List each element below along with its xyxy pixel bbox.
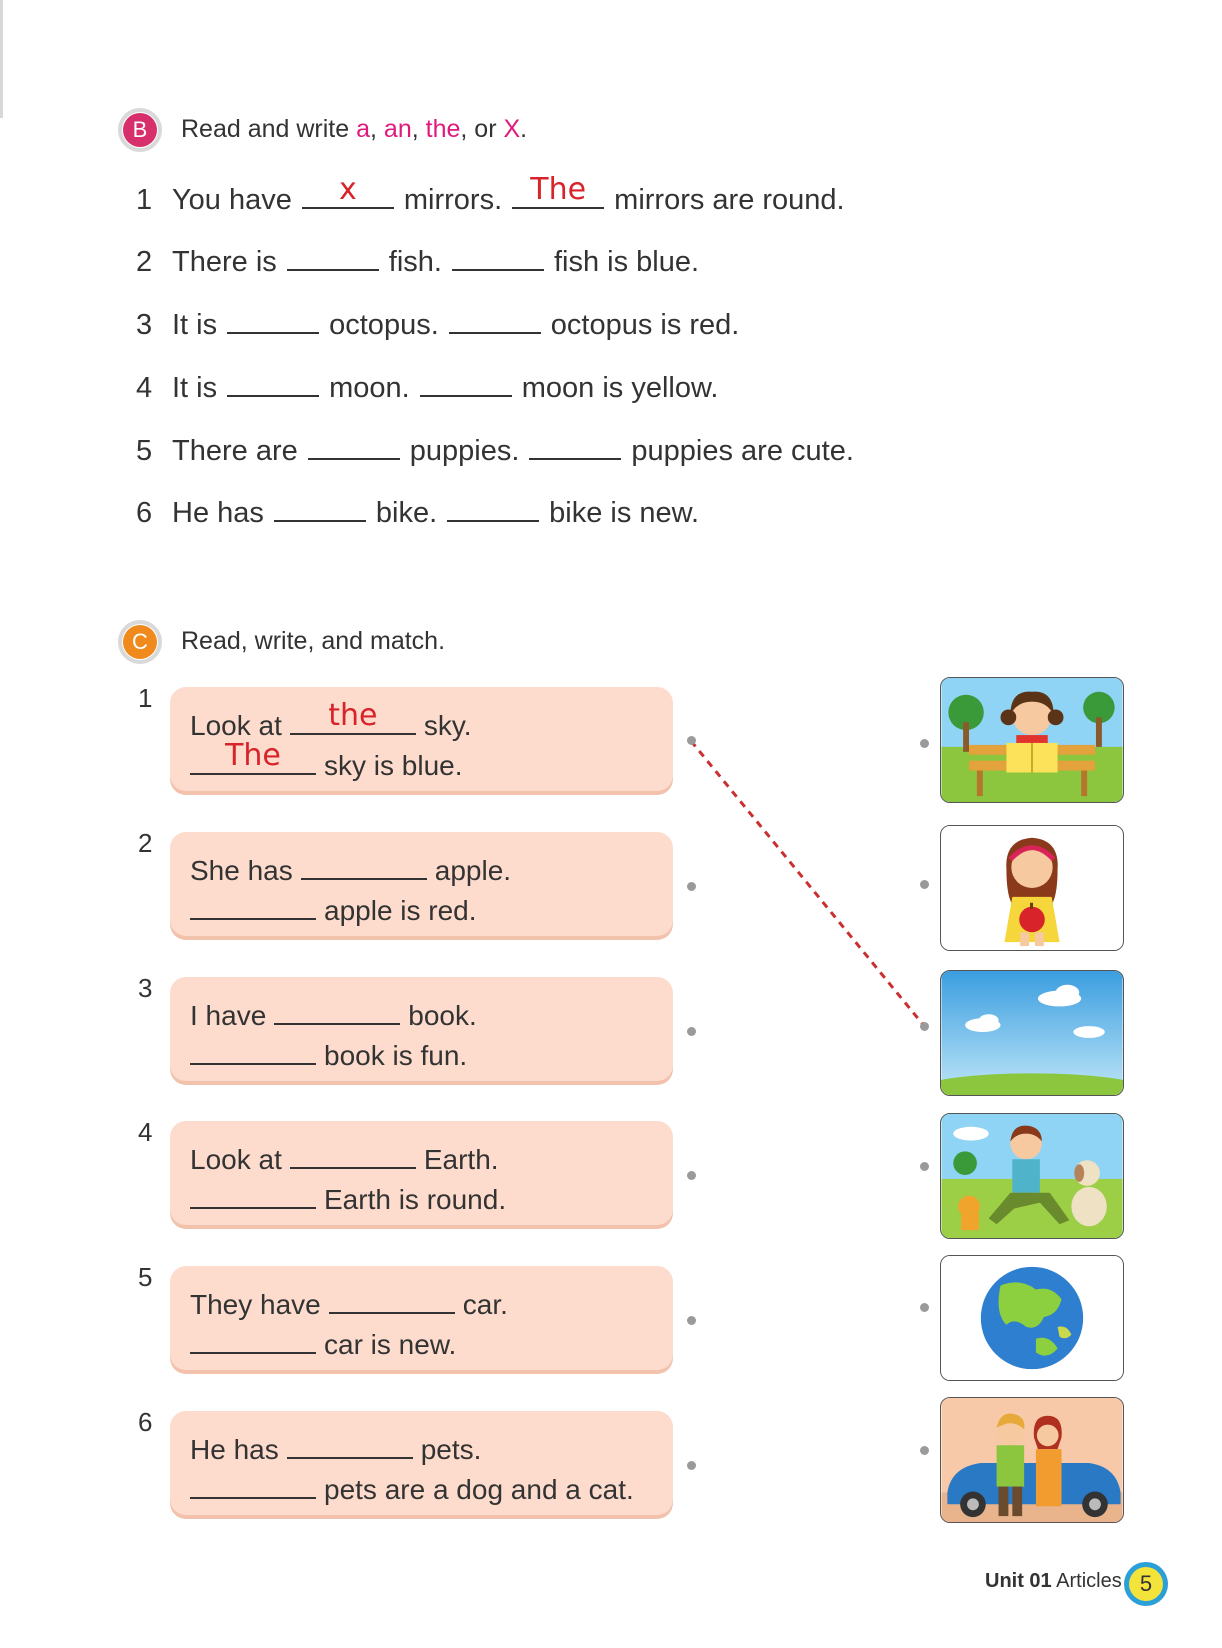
exercise-b-row-6 <box>136 486 699 530</box>
sentence-part: pets are a dog and a cat. <box>324 1474 634 1505</box>
sentence-part: Earth. <box>423 1144 499 1175</box>
exercise-c-number-2: 2 <box>138 828 153 858</box>
sentence-part: They have <box>190 1289 321 1320</box>
section-c-badge <box>118 620 162 664</box>
exercise-c-box-3 <box>170 977 673 1081</box>
exercise-c-number-5: 5 <box>138 1262 153 1292</box>
right-dot-5[interactable] <box>920 1303 929 1312</box>
exercise-c-number-1: 1 <box>138 683 153 713</box>
footer-unit <box>985 1570 1122 1593</box>
sky-icon <box>941 971 1123 1095</box>
left-dot-4[interactable] <box>687 1171 696 1180</box>
exercise-b-row-5 <box>136 424 854 468</box>
answer-blank[interactable] <box>190 1177 316 1209</box>
exercise-c-number-6: 6 <box>138 1407 153 1437</box>
footer-unit-number: Unit 01 <box>985 1570 1052 1592</box>
title-text: Read and write <box>181 115 357 143</box>
sentence-part: Look at <box>190 1144 282 1175</box>
page-number: 5 <box>1129 1567 1163 1601</box>
answer-text: The <box>530 172 587 207</box>
couple-car-icon <box>941 1398 1123 1522</box>
answer-text: the <box>328 698 378 733</box>
left-dot-6[interactable] <box>687 1461 696 1470</box>
exercise-c-box-5 <box>170 1266 673 1370</box>
answer-blank[interactable] <box>512 173 604 209</box>
item-number: 3 <box>136 309 153 341</box>
sentence-part: moon is yellow. <box>521 372 719 404</box>
answer-blank[interactable] <box>190 738 316 775</box>
sentence-line-2 <box>190 1177 653 1217</box>
section-c-title: Read, write, and match. <box>181 627 446 655</box>
answer-blank[interactable] <box>447 486 539 522</box>
sentence-part: book is fun. <box>324 1040 468 1071</box>
sentence-line-2 <box>190 888 653 928</box>
picture-girl-apple[interactable] <box>940 825 1124 951</box>
page-edge-line <box>0 0 3 118</box>
sentence-part: apple is red. <box>324 895 477 926</box>
exercise-b-row-4 <box>136 361 718 405</box>
exercise-b-row-2 <box>136 235 699 279</box>
sentence-part: apple. <box>434 855 512 886</box>
answer-blank[interactable] <box>227 361 319 397</box>
answer-text: x <box>339 172 357 207</box>
picture-earth[interactable] <box>940 1255 1124 1381</box>
sentence-line-2 <box>190 738 653 783</box>
right-dot-2[interactable] <box>920 880 929 889</box>
left-dot-2[interactable] <box>687 882 696 891</box>
exercise-b-row-1 <box>136 173 845 217</box>
sentence-part: sky is blue. <box>324 750 463 781</box>
sentence-part: Earth is round. <box>324 1184 507 1215</box>
section-b-letter: B <box>123 113 157 147</box>
sentence-line-2 <box>190 1322 653 1362</box>
sentence-part: fish. <box>388 246 442 278</box>
sentence-part: mirrors. <box>403 184 503 216</box>
answer-blank[interactable] <box>274 486 366 522</box>
answer-blank[interactable] <box>420 361 512 397</box>
answer-blank[interactable] <box>190 1467 316 1499</box>
sentence-part: There is <box>172 246 277 278</box>
answer-blank[interactable] <box>190 1033 316 1065</box>
exercise-c-number-4: 4 <box>138 1117 153 1147</box>
exercise-c-box-6 <box>170 1411 673 1515</box>
answer-blank[interactable] <box>329 1282 455 1314</box>
exercise-c-number-3: 3 <box>138 973 153 1003</box>
sentence-line-1 <box>190 698 653 743</box>
sentence-part: bike. <box>375 497 438 529</box>
answer-blank[interactable] <box>449 298 541 334</box>
left-dot-1[interactable] <box>687 736 696 745</box>
title-option-a: a <box>356 115 371 143</box>
right-dot-4[interactable] <box>920 1162 929 1171</box>
exercise-c-box-2 <box>170 832 673 936</box>
exercise-c-box-4 <box>170 1121 673 1225</box>
answer-text: The <box>225 738 281 773</box>
answer-blank[interactable] <box>287 1427 413 1459</box>
page-number-badge <box>1124 1562 1168 1606</box>
match-line-1-to-sky <box>691 741 925 1027</box>
sentence-part: There are <box>172 435 298 467</box>
right-dot-1[interactable] <box>920 739 929 748</box>
answer-blank[interactable] <box>301 848 427 880</box>
sentence-line-1 <box>190 1427 653 1467</box>
picture-couple-car[interactable] <box>940 1397 1124 1523</box>
item-number: 1 <box>136 184 153 216</box>
section-b-title <box>181 115 527 144</box>
sentence-part: He has <box>172 497 264 529</box>
sentence-part: It is <box>172 372 218 404</box>
sentence-part: bike is new. <box>549 497 700 529</box>
answer-blank[interactable] <box>302 173 394 209</box>
sentence-line-2 <box>190 1033 653 1073</box>
answer-blank[interactable] <box>308 424 400 460</box>
sentence-part: moon. <box>329 372 410 404</box>
sentence-part: It is <box>172 309 218 341</box>
title-option-the: the <box>425 115 461 143</box>
sentence-line-1 <box>190 993 653 1033</box>
answer-blank[interactable] <box>452 235 544 271</box>
sentence-part: I have <box>190 1000 267 1031</box>
title-text: , <box>370 115 384 143</box>
sentence-part: car. <box>462 1289 508 1320</box>
sentence-line-1 <box>190 848 653 888</box>
item-number: 5 <box>136 435 153 467</box>
title-text: . <box>520 115 528 143</box>
section-c-letter: C <box>123 625 157 659</box>
sentence-part: He has <box>190 1434 279 1465</box>
sentence-part: book. <box>408 1000 477 1031</box>
girl-reading-icon <box>941 678 1123 802</box>
picture-boy-pets[interactable] <box>940 1113 1124 1239</box>
sentence-line-1 <box>190 1282 653 1322</box>
sentence-line-1 <box>190 1137 653 1177</box>
earth-icon <box>941 1256 1123 1380</box>
sentence-part: She has <box>190 855 293 886</box>
exercise-b-row-3 <box>136 298 739 342</box>
boy-pets-icon <box>941 1114 1123 1238</box>
title-text: , or <box>460 115 504 143</box>
right-dot-6[interactable] <box>920 1446 929 1455</box>
picture-sky[interactable] <box>940 970 1124 1096</box>
exercise-c-box-1 <box>170 687 673 791</box>
answer-blank[interactable] <box>190 1322 316 1354</box>
answer-blank[interactable] <box>290 1137 416 1169</box>
picture-girl-reading[interactable] <box>940 677 1124 803</box>
answer-blank[interactable] <box>287 235 379 271</box>
answer-blank[interactable] <box>290 698 416 735</box>
sentence-part: octopus. <box>329 309 439 341</box>
sentence-part: You have <box>172 184 292 216</box>
sentence-part: octopus is red. <box>550 309 740 341</box>
title-text: , <box>411 115 426 143</box>
item-number: 2 <box>136 246 153 278</box>
answer-blank[interactable] <box>190 888 316 920</box>
right-dot-3[interactable] <box>920 1022 929 1031</box>
answer-blank[interactable] <box>227 298 319 334</box>
sentence-part: puppies are cute. <box>631 435 854 467</box>
girl-apple-icon <box>941 826 1123 950</box>
item-number: 4 <box>136 372 153 404</box>
sentence-part: Look at <box>190 710 282 741</box>
sentence-part: car is new. <box>324 1329 457 1360</box>
footer-topic: Articles <box>1056 1570 1122 1592</box>
answer-blank[interactable] <box>274 993 400 1025</box>
sentence-part: pets. <box>420 1434 482 1465</box>
title-option-an: an <box>383 115 412 143</box>
item-number: 6 <box>136 497 153 529</box>
left-dot-3[interactable] <box>687 1027 696 1036</box>
sentence-part: sky. <box>423 710 472 741</box>
sentence-part: fish is blue. <box>553 246 700 278</box>
sentence-line-2 <box>190 1467 653 1507</box>
title-option-x: X <box>503 115 521 143</box>
left-dot-5[interactable] <box>687 1316 696 1325</box>
answer-blank[interactable] <box>529 424 621 460</box>
sentence-part: mirrors are round. <box>614 184 845 216</box>
section-b-badge <box>118 108 162 152</box>
sentence-part: puppies. <box>409 435 520 467</box>
